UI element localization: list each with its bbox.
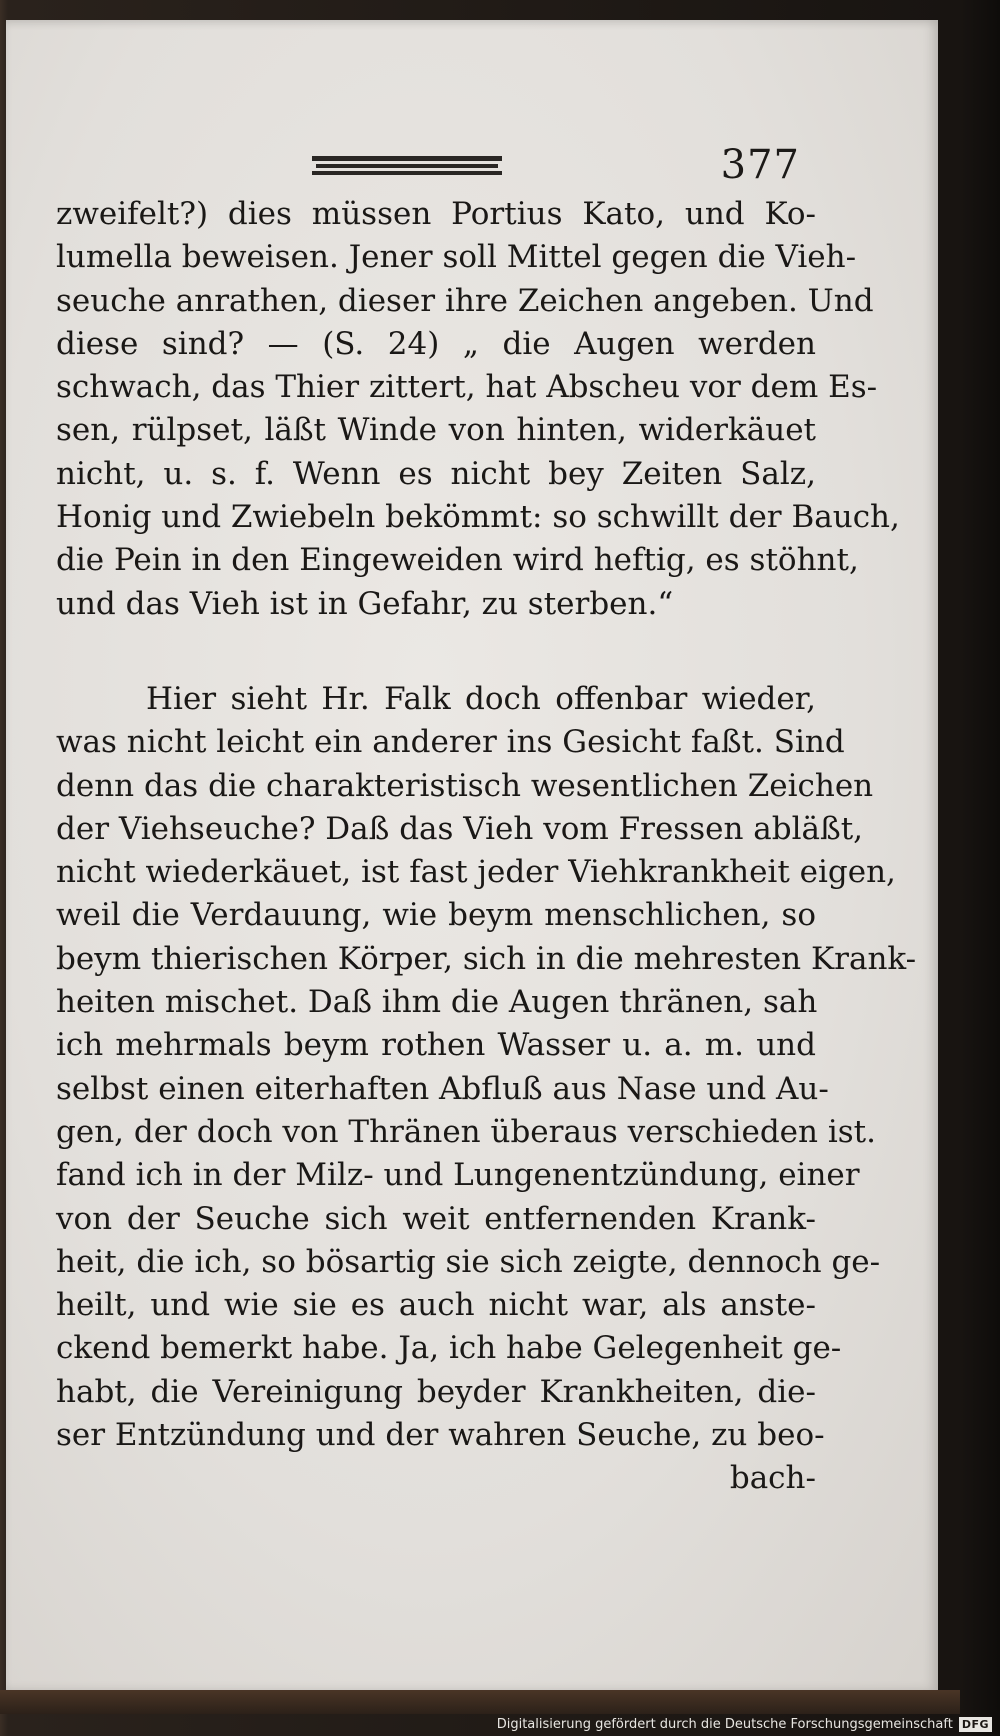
- text-line: lumella beweisen. Jener soll Mittel gegen die Vieh-: [56, 239, 857, 276]
- text-line: selbst einen eiterhaften Abfluß aus Nase und Au-: [56, 1070, 829, 1107]
- digitization-credit: [497, 1717, 992, 1732]
- text-line: ckend bemerkt habe. Ja, ich habe Gelegenheit ge-: [56, 1330, 842, 1367]
- text-line: heiten mischet. Daß ihm die Augen thränen, sah: [56, 984, 818, 1021]
- catchword: bach-: [729, 1460, 816, 1497]
- text-line: und das Vieh ist in Gefahr, zu sterben.“: [56, 585, 674, 622]
- text-line: was nicht leicht ein anderer ins Gesicht faßt. Sind: [56, 724, 845, 761]
- text-line: der Viehseuche? Daß das Vieh vom Fressen abläßt,: [56, 810, 864, 847]
- text-line: habt, die Vereinigung beyder Krankheiten, die-: [56, 1373, 816, 1410]
- text-line: ser Entzündung und der wahren Seuche, zu beo-: [56, 1417, 825, 1454]
- body-text: [56, 193, 917, 1501]
- text-line: die Pein in den Eingeweiden wird heftig, es stöhnt,: [56, 542, 859, 579]
- text-line: schwach, das Thier zittert, hat Abscheu vor dem Es-: [56, 369, 878, 406]
- text-line: sen, rülpset, läßt Winde von hinten, widerkäuet: [56, 412, 816, 449]
- text-line: Hier sieht Hr. Falk doch offenbar wieder,: [146, 680, 816, 717]
- text-line: beym thierischen Körper, sich in die mehresten Krank-: [56, 940, 917, 977]
- text-line: heilt, und wie sie es auch nicht war, als anste-: [56, 1287, 816, 1324]
- text-line: von der Seuche sich weit entfernenden Krank-: [56, 1200, 816, 1237]
- text-line: nicht wiederkäuet, ist fast jeder Viehkrankheit eigen,: [56, 854, 896, 891]
- text-line: denn das die charakteristisch wesentlichen Zeichen: [56, 767, 874, 804]
- dfg-logo: DFG: [959, 1717, 992, 1732]
- text-line: heit, die ich, so bösartig sie sich zeigte, dennoch ge-: [56, 1243, 881, 1280]
- text-line: weil die Verdauung, wie beym menschlichen, so: [56, 897, 816, 934]
- page-number: 377: [720, 142, 800, 188]
- text-line: gen, der doch von Thränen überaus verschieden ist.: [56, 1113, 876, 1150]
- paragraph-gap: [56, 626, 816, 678]
- text-line: fand ich in der Milz- und Lungenentzündung, einer: [56, 1157, 860, 1194]
- text-line: nicht, u. s. f. Wenn es nicht bey Zeiten Salz,: [56, 455, 816, 492]
- text-line: diese sind? — (S. 24) „ die Augen werden: [56, 325, 816, 362]
- credit-text: Digitalisierung gefördert durch die Deutsche Forschungsgemeinschaft: [496, 1717, 953, 1732]
- book-edge: [0, 1690, 960, 1714]
- text-line: Honig und Zwiebeln bekömmt: so schwillt der Bauch,: [56, 499, 900, 536]
- text-line: ich mehrmals beym rothen Wasser u. a. m. und: [56, 1027, 816, 1064]
- text-line: seuche anrathen, dieser ihre Zeichen angeben. Und: [56, 282, 874, 319]
- header-ornament-rule: [312, 152, 502, 182]
- text-line: zweifelt?) dies müssen Portius Kato, und Ko-: [56, 196, 816, 232]
